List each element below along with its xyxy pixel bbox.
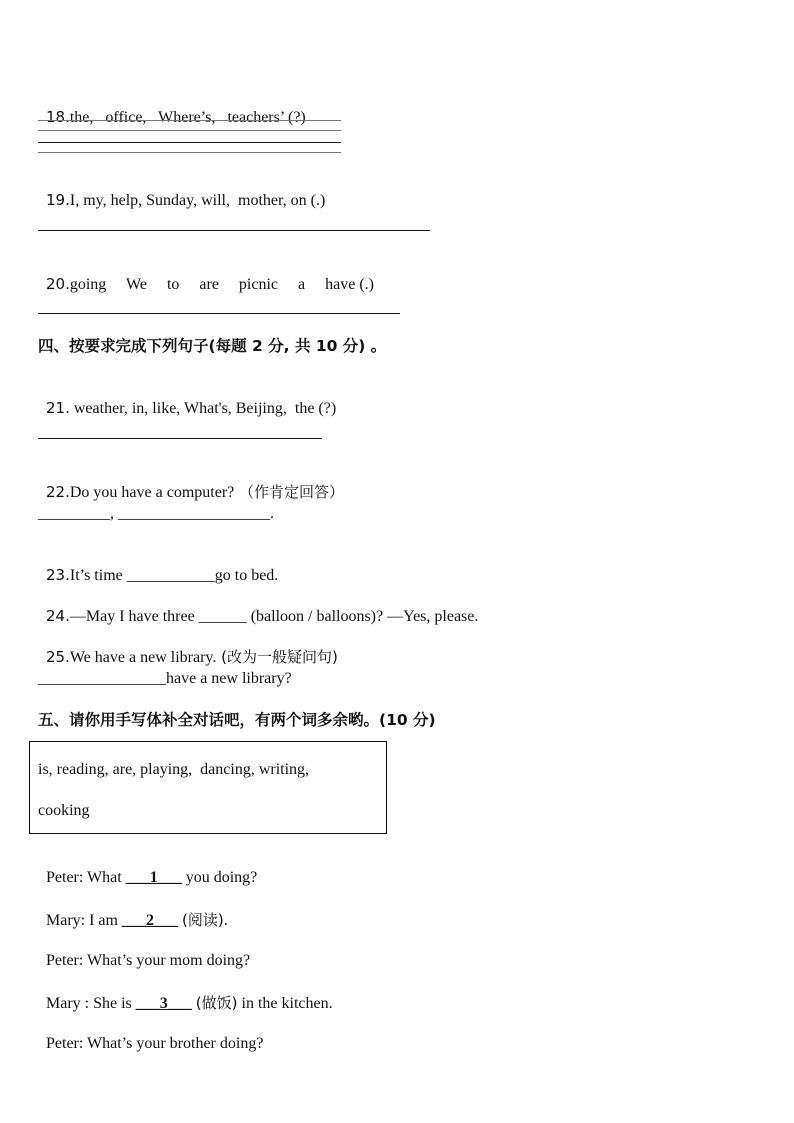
dialogue-line <box>38 848 257 888</box>
dialogue-line <box>38 973 333 1014</box>
dialogue-text: Mary : She is <box>46 995 136 1012</box>
question-23 <box>38 545 278 586</box>
question-22 <box>38 462 344 503</box>
dialogue-text: Peter: What <box>46 869 126 886</box>
question-number: 22. <box>46 483 70 501</box>
word-bank-line: is, reading, are, playing, dancing, writing, <box>38 761 310 778</box>
question-18 <box>38 87 306 128</box>
question-text: weather, in, like, What's, Beijing, the (?) <box>69 400 337 417</box>
question-number: 21. <box>46 399 70 417</box>
word-bank-line: cooking <box>38 802 90 819</box>
question-text: I, my, help, Sunday, will, mother, on (.) <box>69 192 326 209</box>
dialogue-blank: ___3___ <box>135 995 192 1012</box>
question-number: 19. <box>46 191 70 209</box>
answer-line <box>38 230 430 231</box>
question-number: 25. <box>46 648 70 666</box>
dialogue-line <box>38 1014 263 1054</box>
question-text: the, office, Where’s, teachers’ (?) <box>69 109 306 126</box>
question-number: 20. <box>46 275 70 293</box>
word-bank-box <box>29 741 387 834</box>
dialogue-text: in the kitchen. <box>237 995 333 1012</box>
question-19 <box>38 170 325 211</box>
dialogue-text: Peter: What’s your mom doing? <box>46 952 251 969</box>
dialogue-blank: ___2___ <box>121 912 178 929</box>
question-text: It’s time ___________go to bed. <box>69 567 279 584</box>
section-5-heading: 五、请你用手写体补全对话吧，有两个词多余哟。(10 分) <box>38 711 436 729</box>
answer-line <box>38 120 341 121</box>
dialogue-blank: ___1___ <box>125 869 182 886</box>
question-hint: （作肯定回答） <box>234 483 345 501</box>
question-text: —May I have three ______ (balloon / balloons)? —Yes, please. <box>69 608 479 625</box>
question-25 <box>38 627 338 668</box>
dialogue-text: Mary: I am <box>46 912 122 929</box>
answer-line <box>38 142 341 143</box>
answer-line <box>38 130 341 131</box>
question-number: 24. <box>46 607 70 625</box>
section-4-heading: 四、按要求完成下列句子(每题 2 分, 共 10 分) 。 <box>38 337 387 355</box>
question-hint: (改为一般疑问句) <box>216 648 338 666</box>
dialogue-text: you doing? <box>181 869 258 886</box>
answer-blank: _________, ___________________. <box>38 505 274 522</box>
question-24 <box>38 586 478 627</box>
question-text: We have a new library. <box>69 649 217 666</box>
dialogue-line <box>38 931 250 971</box>
dialogue-line <box>38 890 228 931</box>
answer-line <box>38 313 400 314</box>
dialogue-text: Peter: What’s your brother doing? <box>46 1035 264 1052</box>
answer-blank: ________________have a new library? <box>38 670 292 687</box>
question-number: 23. <box>46 566 70 584</box>
question-21 <box>38 378 336 419</box>
dialogue-text: . <box>223 912 228 929</box>
question-text: going We to are picnic a have (.) <box>69 276 374 293</box>
answer-line <box>38 152 341 153</box>
question-20 <box>38 254 374 295</box>
answer-line <box>38 438 322 439</box>
question-text: Do you have a computer? <box>69 484 235 501</box>
dialogue-hint: (做饭) <box>195 994 238 1012</box>
question-number: 18. <box>46 108 70 126</box>
dialogue-hint: (阅读) <box>181 911 224 929</box>
